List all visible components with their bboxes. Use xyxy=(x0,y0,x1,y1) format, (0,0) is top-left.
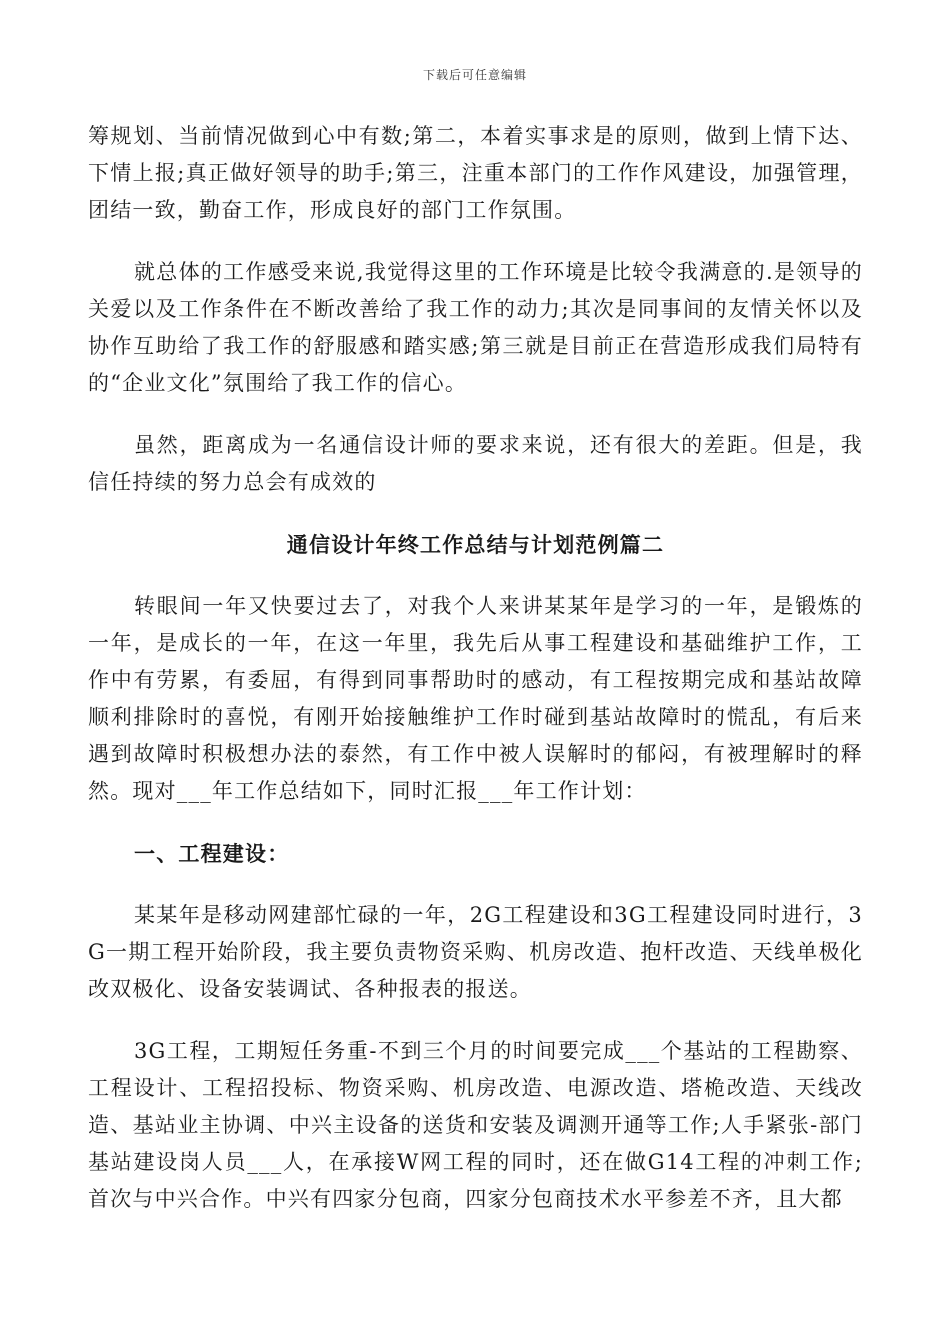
section-heading: 一、工程建设： xyxy=(134,841,290,866)
paragraph: 筹规划、当前情况做到心中有数;第二，本着实事求是的原则，做到上情下达、下情上报;真正做好领导的助手;第三，注重本部门的工作作风建设，加强管理，团结一致，勤奋工作，形成良好的部门工作氛围。 xyxy=(88,124,863,222)
paragraph: 转眼间一年又快要过去了，对我个人来讲某某年是学习的一年，是锻炼的一年，是成长的一年，在这一年里，我先后从事工程建设和基础维护工作，工作中有劳累，有委屈，有得到同事帮助时的感动，有工程按期完成和基站故障顺利排除时的喜悦，有刚开始接触维护工作时碰到基站故障时的慌乱，有后来遇到故障时积极想办法的泰然，有工作中被人误解时的郁闷，有被理解时的释然。现对___年工作总结如下，同时汇报___年工作计划： xyxy=(88,594,863,803)
page-header: 下载后可任意编辑 xyxy=(422,68,527,82)
paragraph: 虽然，距离成为一名通信设计师的要求来说，还有很大的差距。但是，我信任持续的努力总会有成效的 xyxy=(88,433,863,494)
paragraph: 就总体的工作感受来说,我觉得这里的工作环境是比较令我满意的.是领导的关爱以及工作条件在不断改善给了我工作的动力;其次是同事间的友情关怀以及协作互助给了我工作的舒服感和踏实感;第三就是目前正在营造形成我们局特有的“企业文化”氛围给了我工作的信心。 xyxy=(88,260,863,395)
paragraph: 某某年是移动网建部忙碌的一年，2G工程建设和3G工程建设同时进行，3G一期工程开始阶段，我主要负责物资采购、机房改造、抱杆改造、天线单极化改双极化、设备安装调试、各种报表的报送。 xyxy=(88,903,863,1001)
document-body xyxy=(88,118,863,1243)
paragraph: 3G工程，工期短任务重-不到三个月的时间要完成___个基站的工程勘察、工程设计、工程招投标、物资采购、机房改造、电源改造、塔桅改造、天线改造、基站业主协调、中兴主设备的送货和安装及调测开通等工作;人手紧张-部门基站建设岗人员___人，在承接W网工程的同时，还在做G14工程的冲刺工作;首次与中兴合作。中兴有四家分包商，四家分包商技术水平参差不齐，且大都 xyxy=(88,1039,863,1211)
section-title: 通信设计年终工作总结与计划范例篇二 xyxy=(286,532,665,557)
